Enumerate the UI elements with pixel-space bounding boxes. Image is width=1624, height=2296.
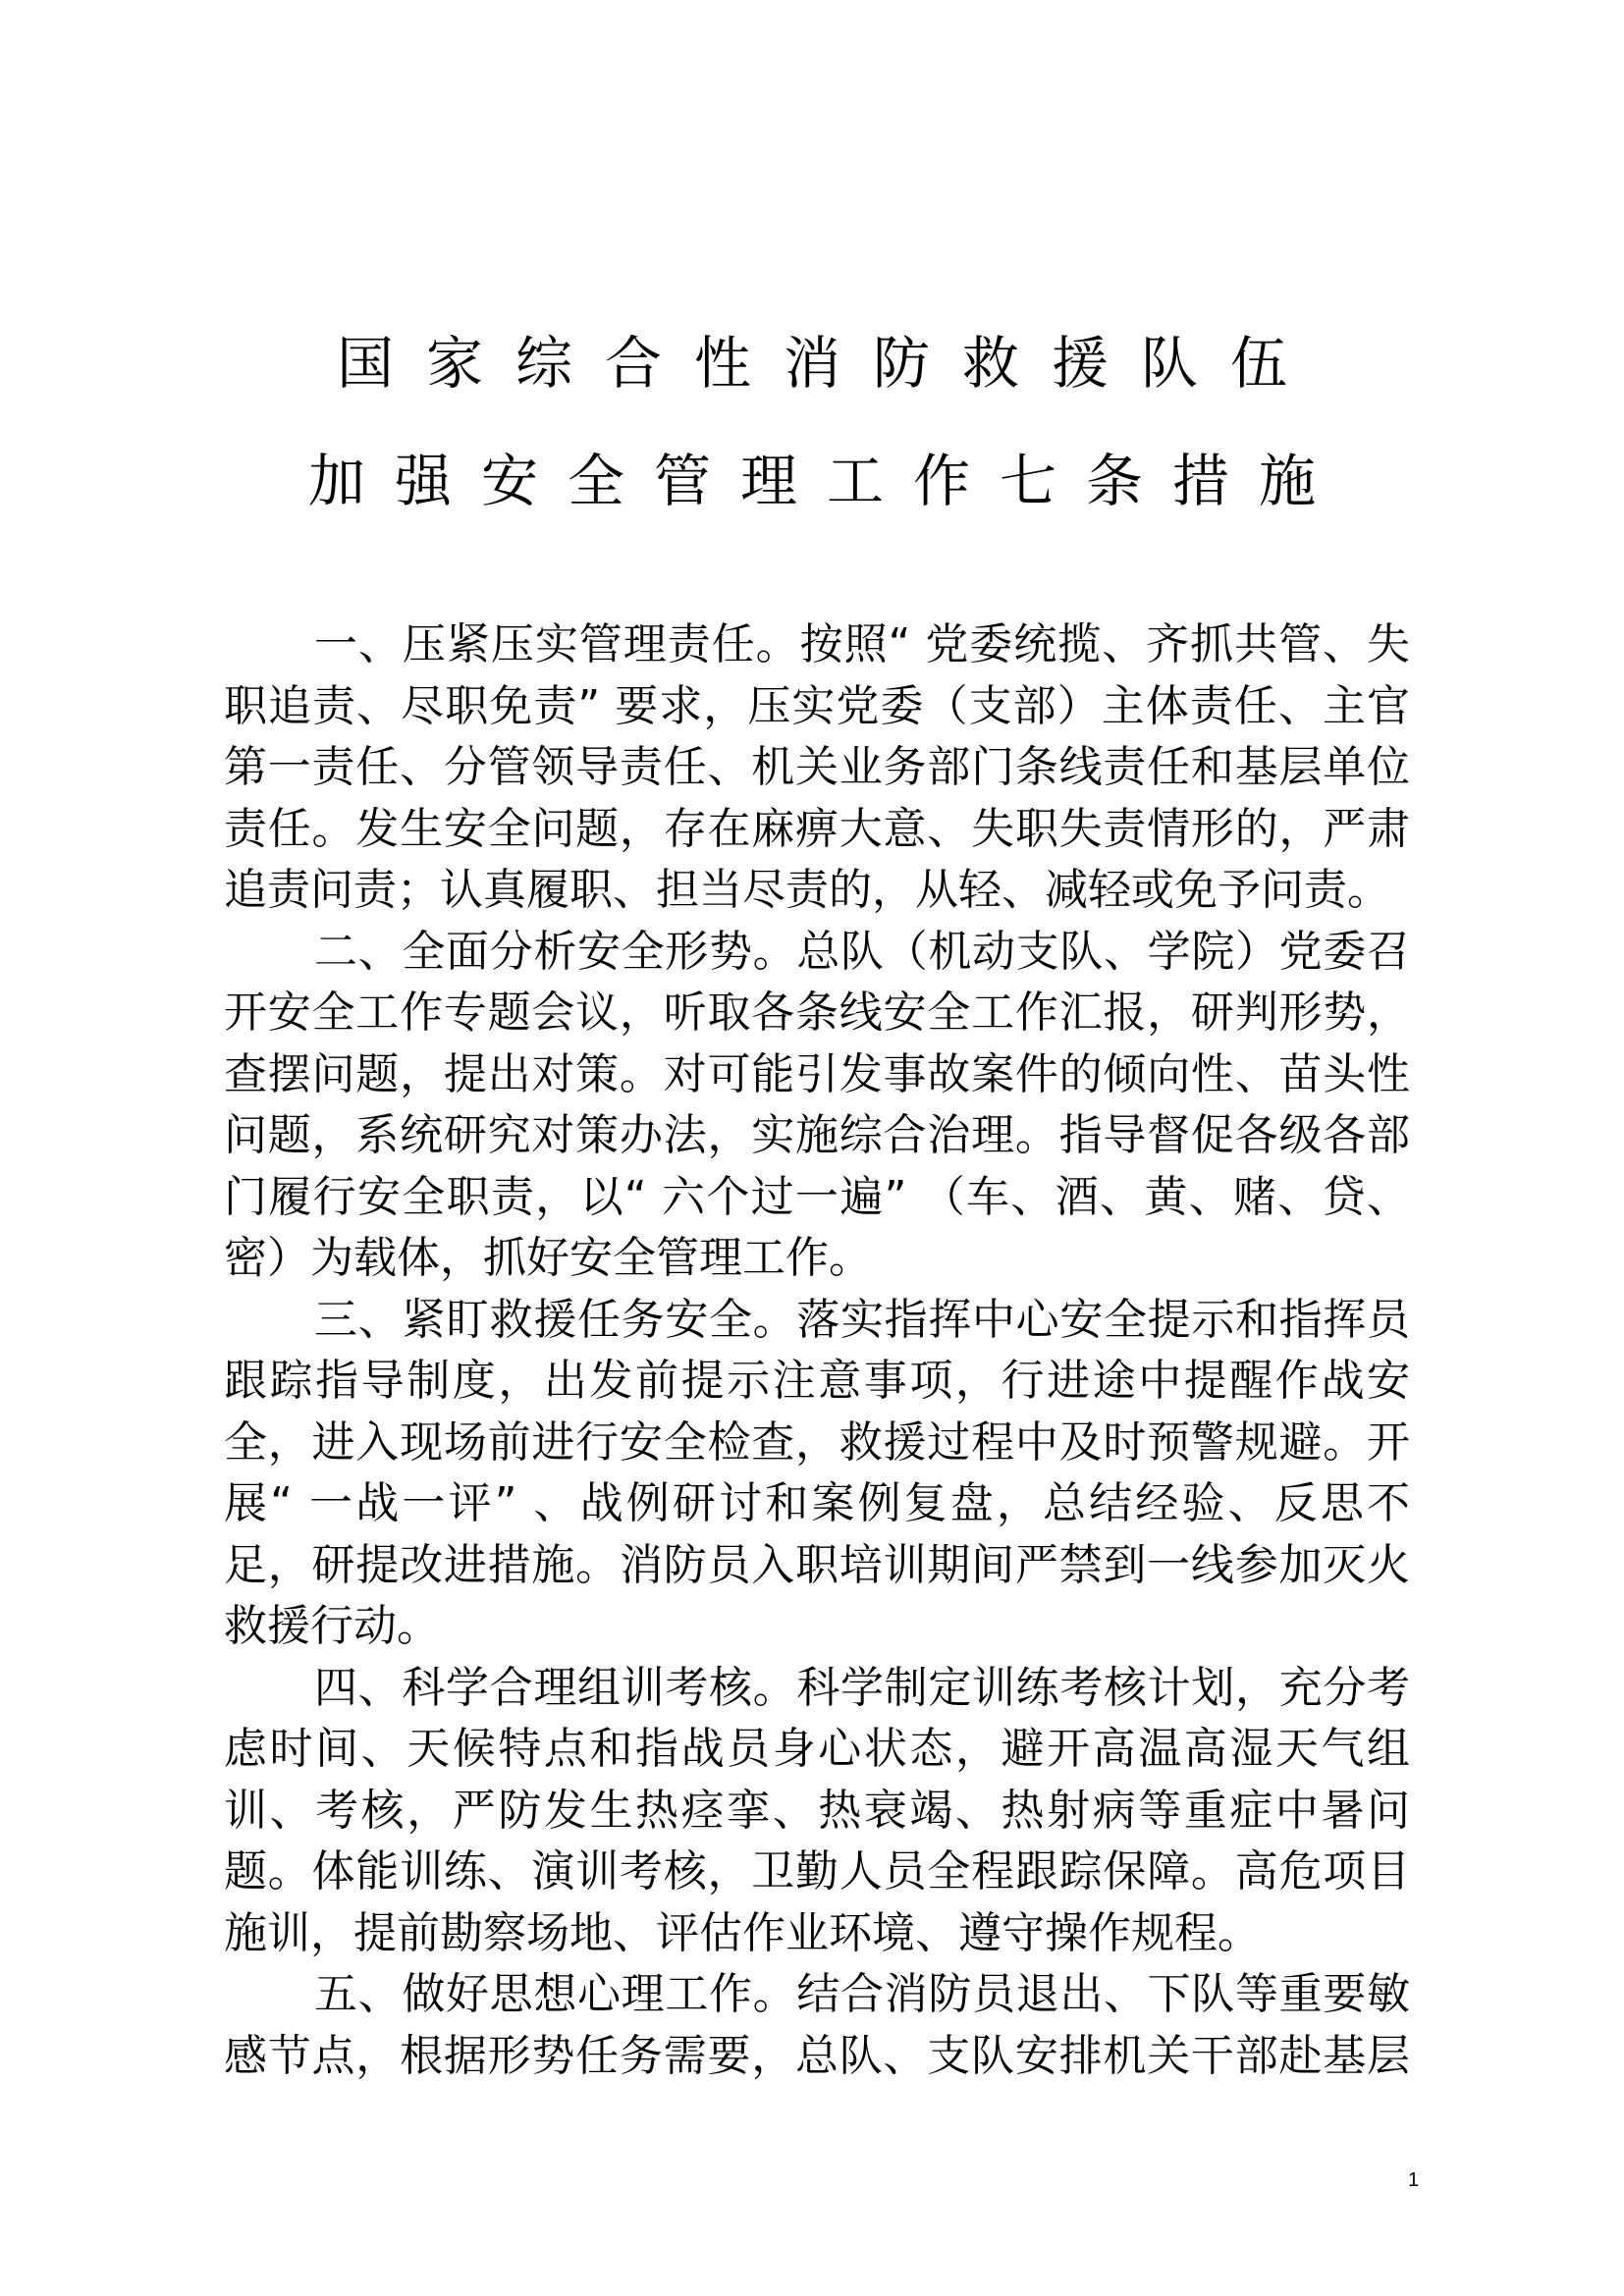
paragraph bbox=[224, 1290, 1410, 1658]
paragraph-line: 五、做好思想心理工作。结合消防员退出、下队等重要敏 bbox=[314, 1969, 1410, 2019]
paragraph-line: 问题，系统研究对策办法，实施综合治理。指导督促各级各部 bbox=[224, 1110, 1410, 1160]
paragraph-line: 救援行动。 bbox=[224, 1601, 440, 1651]
paragraph-line: 训、考核，严防发生热痉挛、热衰竭、热射病等重症中暑问 bbox=[224, 1785, 1410, 1836]
paragraph-line: 查摆问题，提出对策。对可能引发事故案件的倾向性、苗头性 bbox=[224, 1048, 1410, 1099]
paragraph-line: 责任。发生安全问题，存在麻痹大意、失职失责情形的，严肃 bbox=[224, 803, 1410, 854]
paragraph-line: 题。体能训练、演训考核，卫勤人员全程跟踪保障。高危项目 bbox=[224, 1846, 1410, 1896]
paragraph-line: 三、紧盯救援任务安全。落实指挥中心安全提示和指挥员 bbox=[314, 1294, 1410, 1345]
paragraph-line: 追责问责；认真履职、担当尽责的，从轻、减轻或免予问责。 bbox=[224, 865, 1390, 915]
paragraph bbox=[224, 922, 1410, 1290]
paragraph-line: 密）为载体，抓好安全管理工作。 bbox=[224, 1233, 872, 1283]
paragraph-line: 开安全工作专题会议，听取各条线安全工作汇报，研判形势， bbox=[224, 988, 1410, 1038]
paragraph-line: 职追责、尽职免责” 要求，压实党委（支部）主体责任、主官 bbox=[224, 680, 1410, 731]
paragraph-line: 虑时间、天候特点和指战员身心状态，避开高温高湿天气组 bbox=[224, 1724, 1410, 1774]
paragraph-line: 四、科学合理组训考核。科学制定训练考核计划，充分考 bbox=[314, 1662, 1410, 1713]
paragraph bbox=[224, 614, 1410, 922]
paragraph-line: 门履行安全职责，以“ 六个过一遍” （车、酒、黄、赌、贷、 bbox=[224, 1171, 1410, 1222]
paragraph-line: 足，研提改进措施。消防员入职培训期间严禁到一线参加灭火 bbox=[224, 1539, 1410, 1590]
paragraph bbox=[224, 1658, 1410, 1965]
paragraph-line: 施训，提前勘察场地、评估作业环境、遵守操作规程。 bbox=[224, 1907, 1261, 1958]
paragraph-line: 感节点，根据形势任务需要，总队、支队安排机关干部赴基层 bbox=[224, 2030, 1410, 2081]
paragraph-line: 二、全面分析安全形势。总队（机动支队、学院）党委召 bbox=[314, 926, 1410, 977]
page-number: 1 bbox=[1408, 2169, 1420, 2191]
paragraph-line: 全，进入现场前进行安全检查，救援过程中及时预警规避。开 bbox=[224, 1416, 1410, 1468]
document-body bbox=[224, 614, 1410, 2087]
paragraph-line: 一、压紧压实管理责任。按照“ 党委统揽、齐抓共管、失 bbox=[314, 619, 1410, 669]
paragraph bbox=[224, 1964, 1410, 2087]
paragraph-line: 第一责任、分管领导责任、机关业务部门条线责任和基层单位 bbox=[224, 742, 1410, 792]
paragraph-line: 跟踪指导制度，出发前提示注意事项，行进途中提醒作战安 bbox=[224, 1356, 1410, 1406]
document-title-line-2: 加强安全管理工作七条措施 bbox=[307, 448, 1345, 514]
paragraph-line: 展“ 一战一评” 、战例研讨和案例复盘，总结经验、反思不 bbox=[224, 1478, 1410, 1528]
document-title-line-1: 国家综合性消防救援队伍 bbox=[336, 330, 1320, 397]
